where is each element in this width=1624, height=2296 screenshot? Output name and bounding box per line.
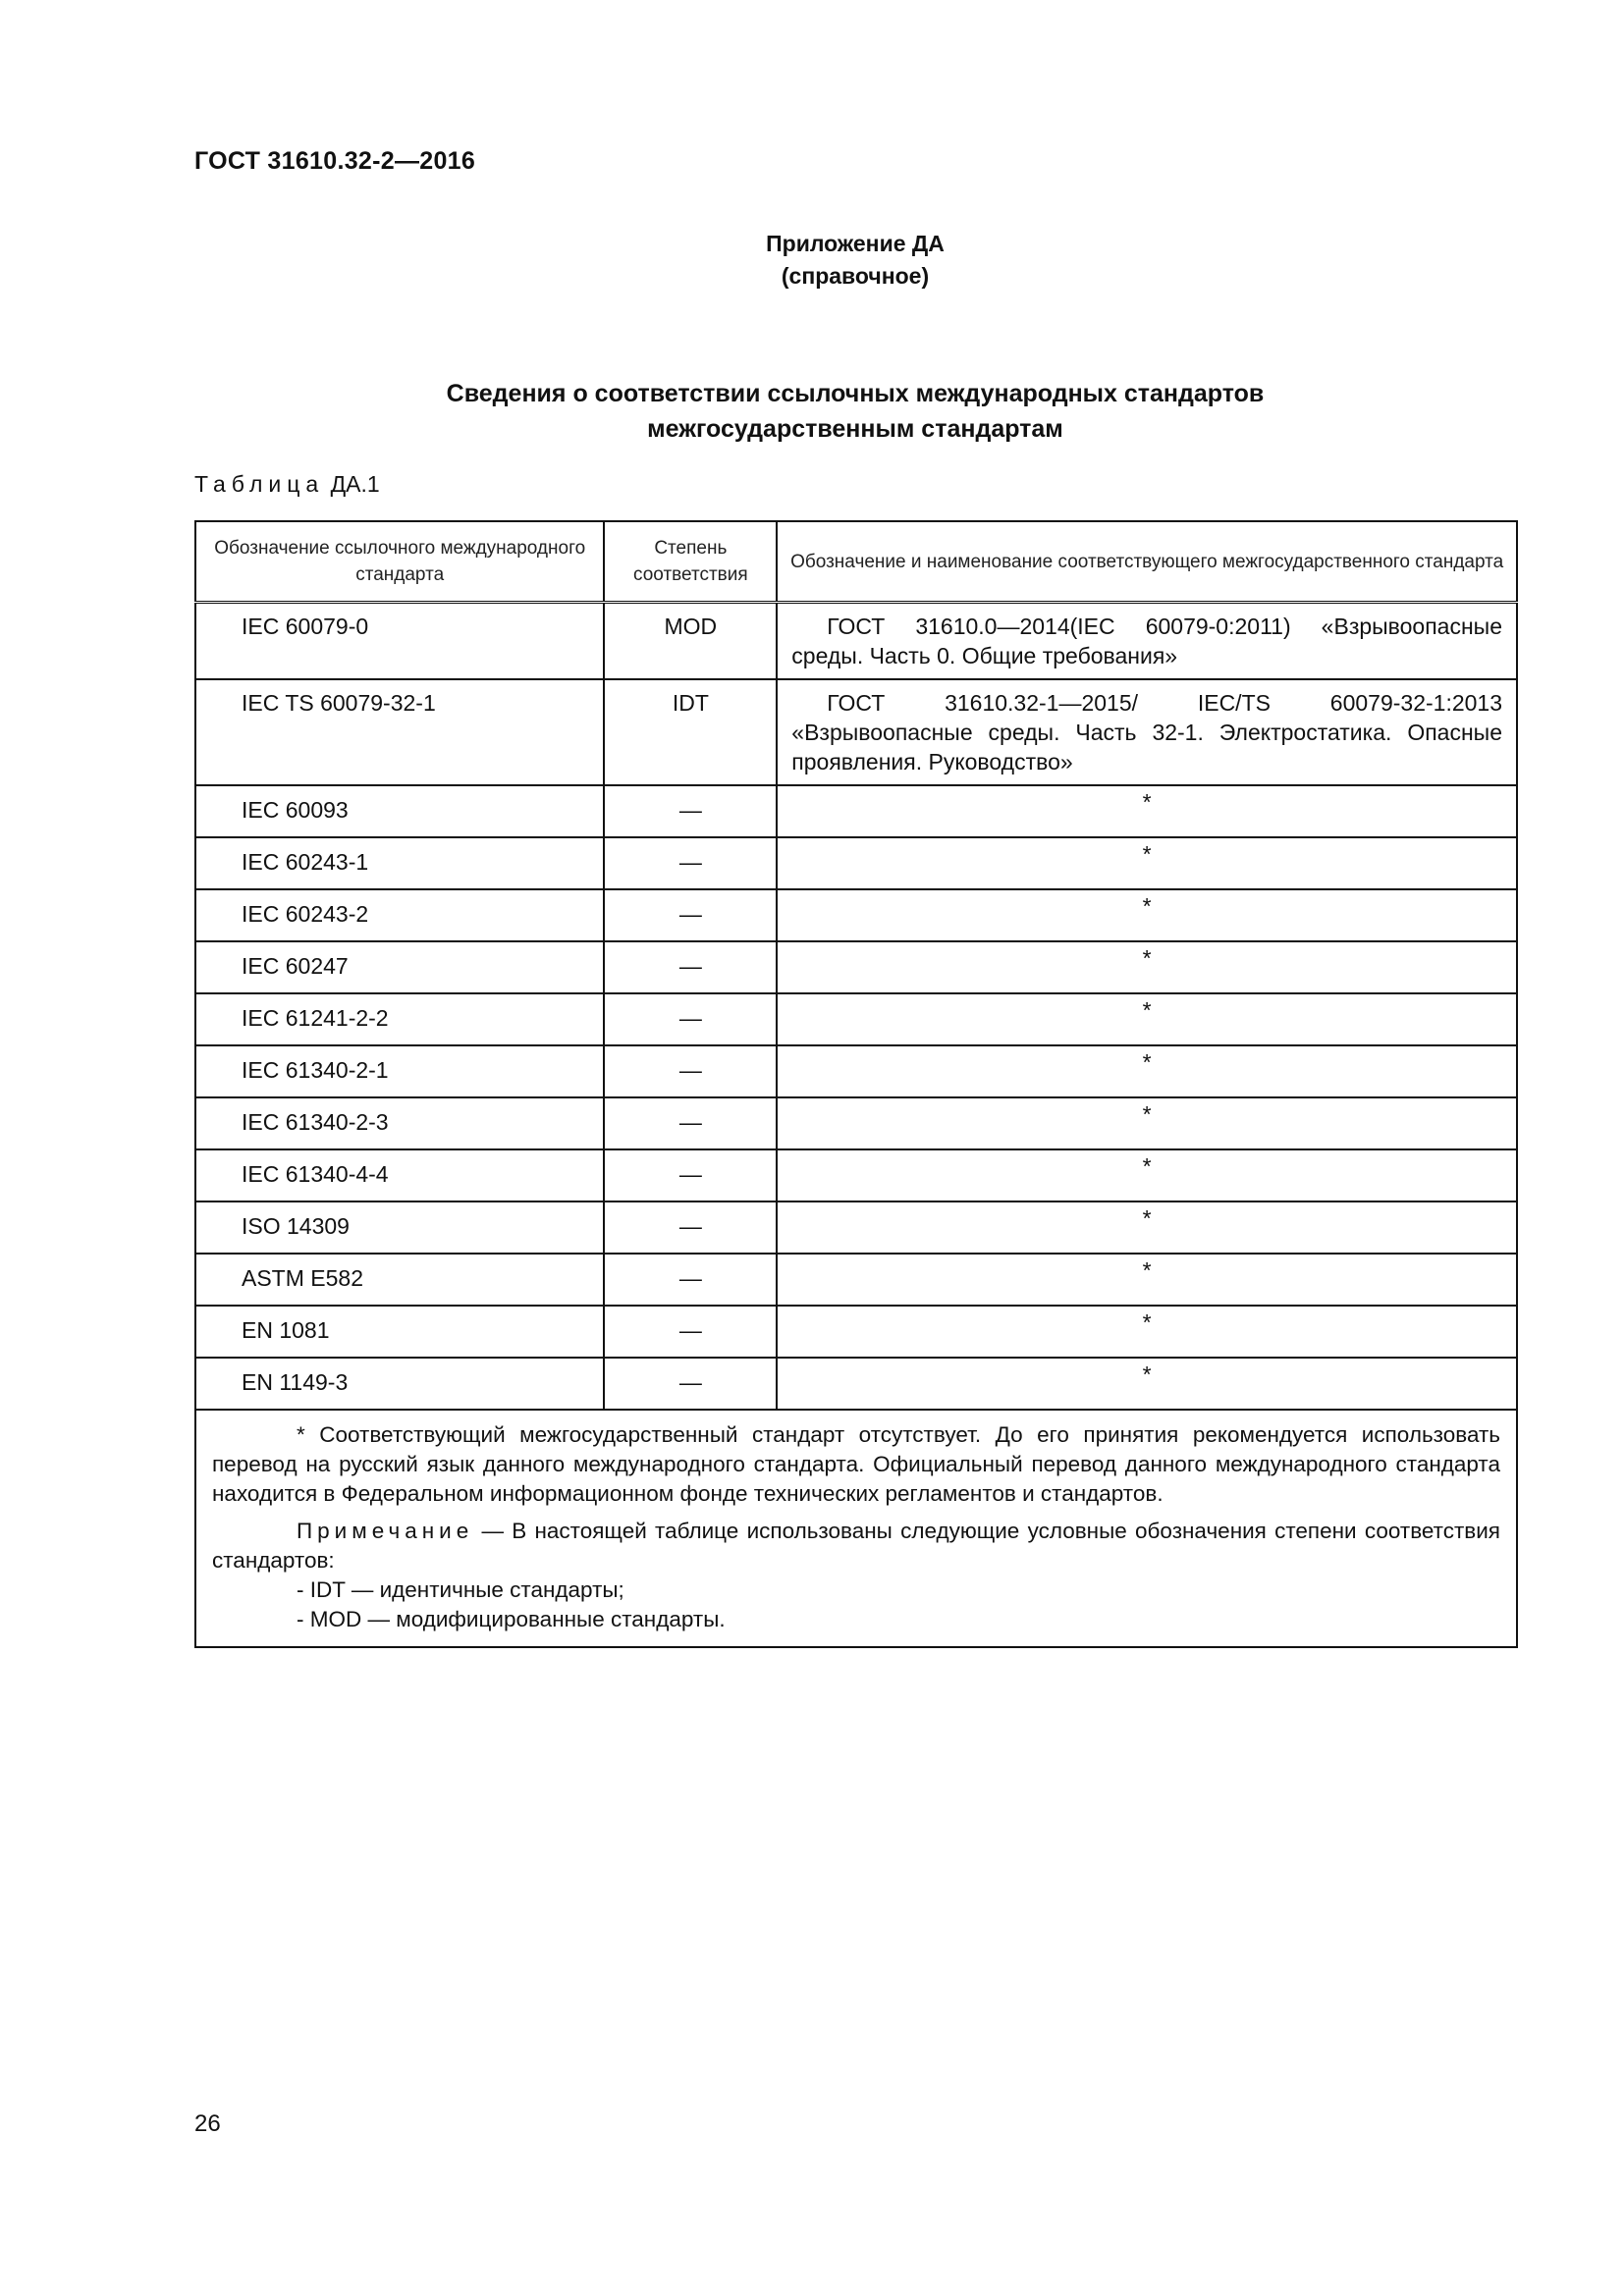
- cell-interstate-standard: [777, 603, 1517, 680]
- section-title-line-1: Сведения о соответствии ссылочных международных стандартов: [446, 380, 1265, 407]
- table-row: [195, 785, 1517, 837]
- table-row: [195, 1254, 1517, 1306]
- table-body: [195, 603, 1517, 1411]
- table-row: [195, 1149, 1517, 1201]
- cell-standard-code: ASTM E582: [195, 1254, 604, 1306]
- cell-interstate-standard: *: [777, 889, 1517, 941]
- table-caption: [194, 471, 380, 498]
- cell-standard-code: EN 1081: [195, 1306, 604, 1358]
- cell-degree: —: [604, 785, 777, 837]
- correspondence-table: [194, 520, 1518, 1648]
- appendix-heading: [194, 228, 1516, 293]
- cell-degree: —: [604, 1149, 777, 1201]
- cell-standard-code: IEC 61340-2-1: [195, 1045, 604, 1097]
- cell-standard-code: EN 1149-3: [195, 1358, 604, 1410]
- cell-standard-code: IEC 61340-2-3: [195, 1097, 604, 1149]
- cell-standard-code: IEC 60243-2: [195, 889, 604, 941]
- cell-interstate-standard: *: [777, 941, 1517, 993]
- cell-degree: —: [604, 889, 777, 941]
- page-number: 26: [194, 2110, 221, 2137]
- cell-standard-code: IEC 61340-4-4: [195, 1149, 604, 1201]
- cell-interstate-standard: *: [777, 785, 1517, 837]
- cell-degree: —: [604, 1306, 777, 1358]
- table-row: [195, 679, 1517, 785]
- table-caption-word: Таблица: [194, 471, 325, 497]
- cell-interstate-standard: *: [777, 1358, 1517, 1410]
- cell-degree: —: [604, 941, 777, 993]
- appendix-title: Приложение ДА: [766, 231, 945, 256]
- note-text: — В настоящей таблице использованы следующие условные обозначения степени соответствия стандартов:: [212, 1519, 1500, 1573]
- interstate-standard-text: ГОСТ 31610.0—2014(IEC 60079-0:2011) «Взрывоопасные среды. Часть 0. Общие требования»: [791, 614, 1502, 668]
- cell-degree: —: [604, 1201, 777, 1254]
- notes-row: [195, 1410, 1517, 1647]
- section-title: [194, 376, 1516, 447]
- cell-interstate-standard: *: [777, 1201, 1517, 1254]
- cell-interstate-standard: *: [777, 993, 1517, 1045]
- table-row: [195, 889, 1517, 941]
- document-code: ГОСТ 31610.32-2—2016: [194, 147, 476, 175]
- table-header-row: [195, 521, 1517, 603]
- cell-standard-code: ISO 14309: [195, 1201, 604, 1254]
- cell-interstate-standard: *: [777, 1254, 1517, 1306]
- table-row: [195, 1201, 1517, 1254]
- notes-cell: [195, 1410, 1517, 1647]
- cell-interstate-standard: *: [777, 1097, 1517, 1149]
- cell-interstate-standard: *: [777, 1306, 1517, 1358]
- appendix-subtitle: (справочное): [781, 263, 930, 289]
- table-caption-id: ДА.1: [330, 471, 380, 497]
- header-degree: Степень соответствия: [604, 521, 777, 603]
- cell-standard-code: IEC TS 60079-32-1: [195, 679, 604, 785]
- cell-degree: MOD: [604, 603, 777, 680]
- table-row: [195, 1097, 1517, 1149]
- cell-degree: —: [604, 1097, 777, 1149]
- cell-degree: —: [604, 1358, 777, 1410]
- header-interstate-standard: Обозначение и наименование соответствующего межгосударственного стандарта: [777, 521, 1517, 603]
- table-row: [195, 1045, 1517, 1097]
- table-row: [195, 837, 1517, 889]
- cell-degree: —: [604, 993, 777, 1045]
- cell-interstate-standard: *: [777, 1045, 1517, 1097]
- table-row: [195, 941, 1517, 993]
- footnote: * Соответствующий межгосударственный стандарт отсутствует. До его принятия рекомендуется использовать перевод на русский язык данного международного стандарта. Официальный перевод данного международного стандарта находится в Федеральном информационном фонде технических регламентов и стандартов.: [212, 1422, 1500, 1506]
- cell-interstate-standard: [777, 679, 1517, 785]
- interstate-standard-text: ГОСТ 31610.32-1—2015/ IEC/TS 60079-32-1:2013 «Взрывоопасные среды. Часть 32-1. Электростатика. Опасные проявления. Руководство»: [791, 690, 1502, 774]
- section-title-line-2: межгосударственным стандартам: [647, 415, 1063, 443]
- cell-degree: —: [604, 1254, 777, 1306]
- cell-standard-code: IEC 60243-1: [195, 837, 604, 889]
- cell-standard-code: IEC 60079-0: [195, 603, 604, 680]
- cell-degree: IDT: [604, 679, 777, 785]
- cell-interstate-standard: *: [777, 837, 1517, 889]
- note-label: Примечание: [297, 1519, 474, 1543]
- table-row: [195, 1306, 1517, 1358]
- note-item-idt: - IDT — идентичные стандарты;: [297, 1577, 624, 1602]
- cell-degree: —: [604, 837, 777, 889]
- table-row: [195, 603, 1517, 680]
- header-international-standard: Обозначение ссылочного международного стандарта: [195, 521, 604, 603]
- table-row: [195, 1358, 1517, 1410]
- note: [212, 1517, 1500, 1575]
- cell-interstate-standard: *: [777, 1149, 1517, 1201]
- cell-standard-code: IEC 61241-2-2: [195, 993, 604, 1045]
- cell-degree: —: [604, 1045, 777, 1097]
- cell-standard-code: IEC 60247: [195, 941, 604, 993]
- note-item-mod: - MOD — модифицированные стандарты.: [297, 1607, 726, 1631]
- table-row: [195, 993, 1517, 1045]
- cell-standard-code: IEC 60093: [195, 785, 604, 837]
